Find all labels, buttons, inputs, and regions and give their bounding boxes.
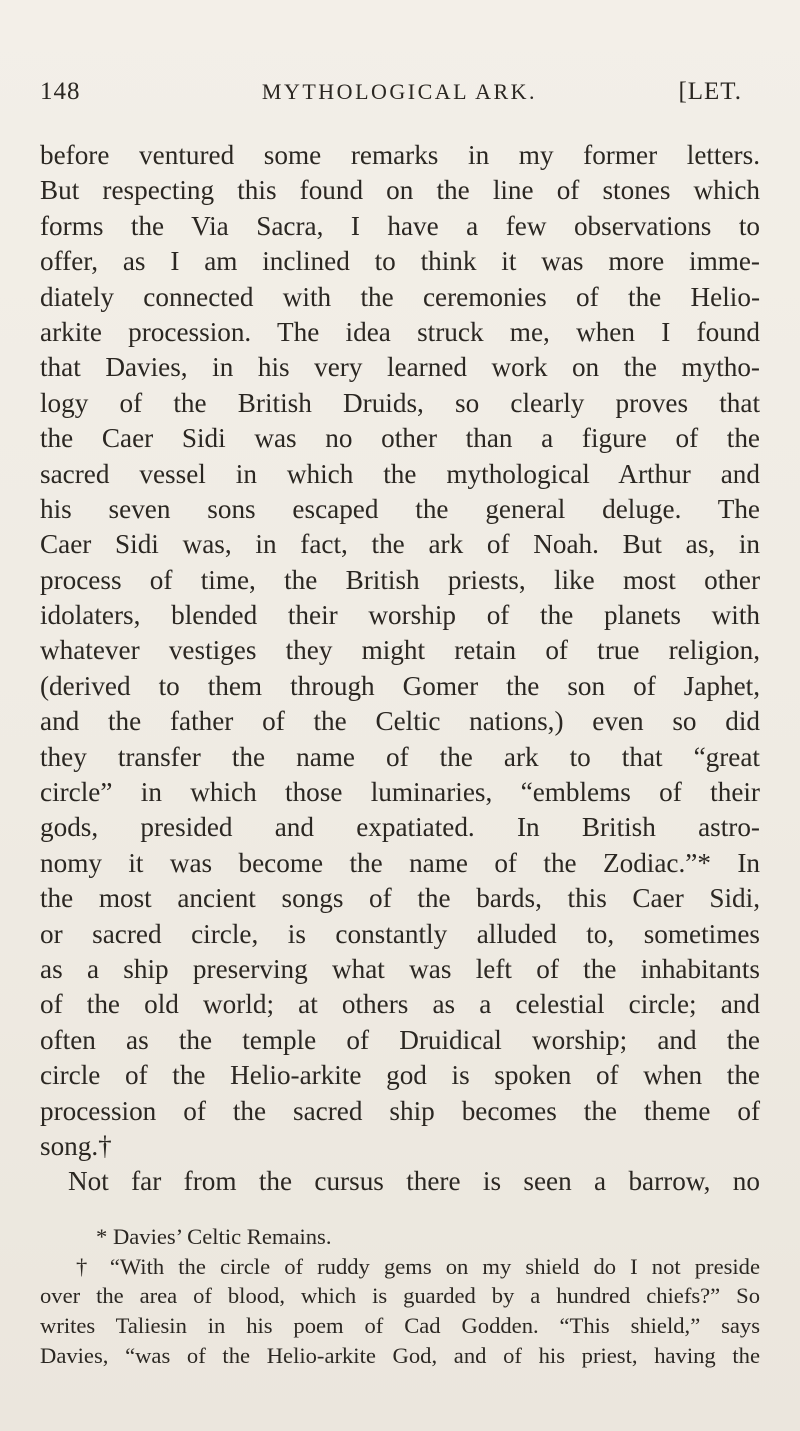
body-line: or sacred circle, is constantly alluded to, sometimes xyxy=(40,918,760,949)
running-header xyxy=(40,78,760,124)
body-line: Caer Sidi was, in fact, the ark of Noah. But as, in xyxy=(40,529,760,560)
footnote-separator-space xyxy=(40,1200,760,1222)
body-line: circle of the Helio-arkite god is spoken of when the xyxy=(40,1060,760,1091)
body-line: offer, as I am inclined to think it was more imme- xyxy=(40,246,760,277)
body-line: circle” in which those luminaries, “emblems of their xyxy=(40,777,760,808)
body-line: sacred vessel in which the mythological Arthur and xyxy=(40,458,760,489)
footnote-line: over the area of blood, which is guarded by a hundred chiefs?” So xyxy=(40,1283,760,1309)
body-line: gods, presided and expatiated. In British astro- xyxy=(40,812,760,843)
body-line: that Davies, in his very learned work on the mytho- xyxy=(40,352,760,383)
body-line: they transfer the name of the ark to that “great xyxy=(40,741,760,772)
page-number: 148 xyxy=(40,78,81,105)
paragraph-start-line: Not far from the cursus there is seen a barrow, no xyxy=(68,1166,760,1197)
body-line: the Caer Sidi was no other than a figure of the xyxy=(40,423,760,454)
body-line: before ventured some remarks in my former letters. xyxy=(40,140,760,170)
body-line: of the old world; at others as a celestial circle; and xyxy=(40,989,760,1020)
body-line: forms the Via Sacra, I have a few observations to xyxy=(40,210,760,241)
body-line: as a ship preserving what was left of the inhabitants xyxy=(40,953,760,984)
body-line: arkite procession. The idea struck me, when I found xyxy=(40,316,760,347)
section-label: [LET. xyxy=(678,78,742,105)
footnote-line: writes Taliesin in his poem of Cad Godden. “This shield,” says xyxy=(40,1313,760,1339)
footnote-line: Davies, “was of the Helio-arkite God, and of his priest, having the xyxy=(40,1342,760,1368)
body-line: But respecting this found on the line of stones which xyxy=(40,175,760,206)
body-line: his seven sons escaped the general deluge. The xyxy=(40,493,760,524)
body-line: the most ancient songs of the bards, this Caer Sidi, xyxy=(40,883,760,914)
body-line: nomy it was become the name of the Zodiac.”* In xyxy=(40,847,760,878)
running-title: MYTHOLOGICAL ARK. xyxy=(261,79,538,104)
footnote-line: † “With the circle of ruddy gems on my shield do I not preside xyxy=(76,1253,760,1279)
body-line: procession of the sacred ship becomes the theme of xyxy=(40,1095,760,1126)
body-line: diately connected with the ceremonies of the Helio- xyxy=(40,281,760,312)
body-text xyxy=(40,138,760,1200)
body-line: whatever vestiges they might retain of true religion, xyxy=(40,635,760,666)
body-line: often as the temple of Druidical worship; and the xyxy=(40,1024,760,1055)
footnotes xyxy=(40,1222,760,1371)
footnote-line: * Davies’ Celtic Remains. xyxy=(96,1223,332,1249)
body-line: and the father of the Celtic nations,) even so did xyxy=(40,706,760,737)
body-line: logy of the British Druids, so clearly proves that xyxy=(40,387,760,418)
body-line: (derived to them through Gomer the son of Japhet, xyxy=(40,670,760,701)
body-line: song.† xyxy=(40,1130,112,1161)
body-line: process of time, the British priests, like most other xyxy=(40,564,760,595)
body-line: idolaters, blended their worship of the planets with xyxy=(40,600,760,631)
